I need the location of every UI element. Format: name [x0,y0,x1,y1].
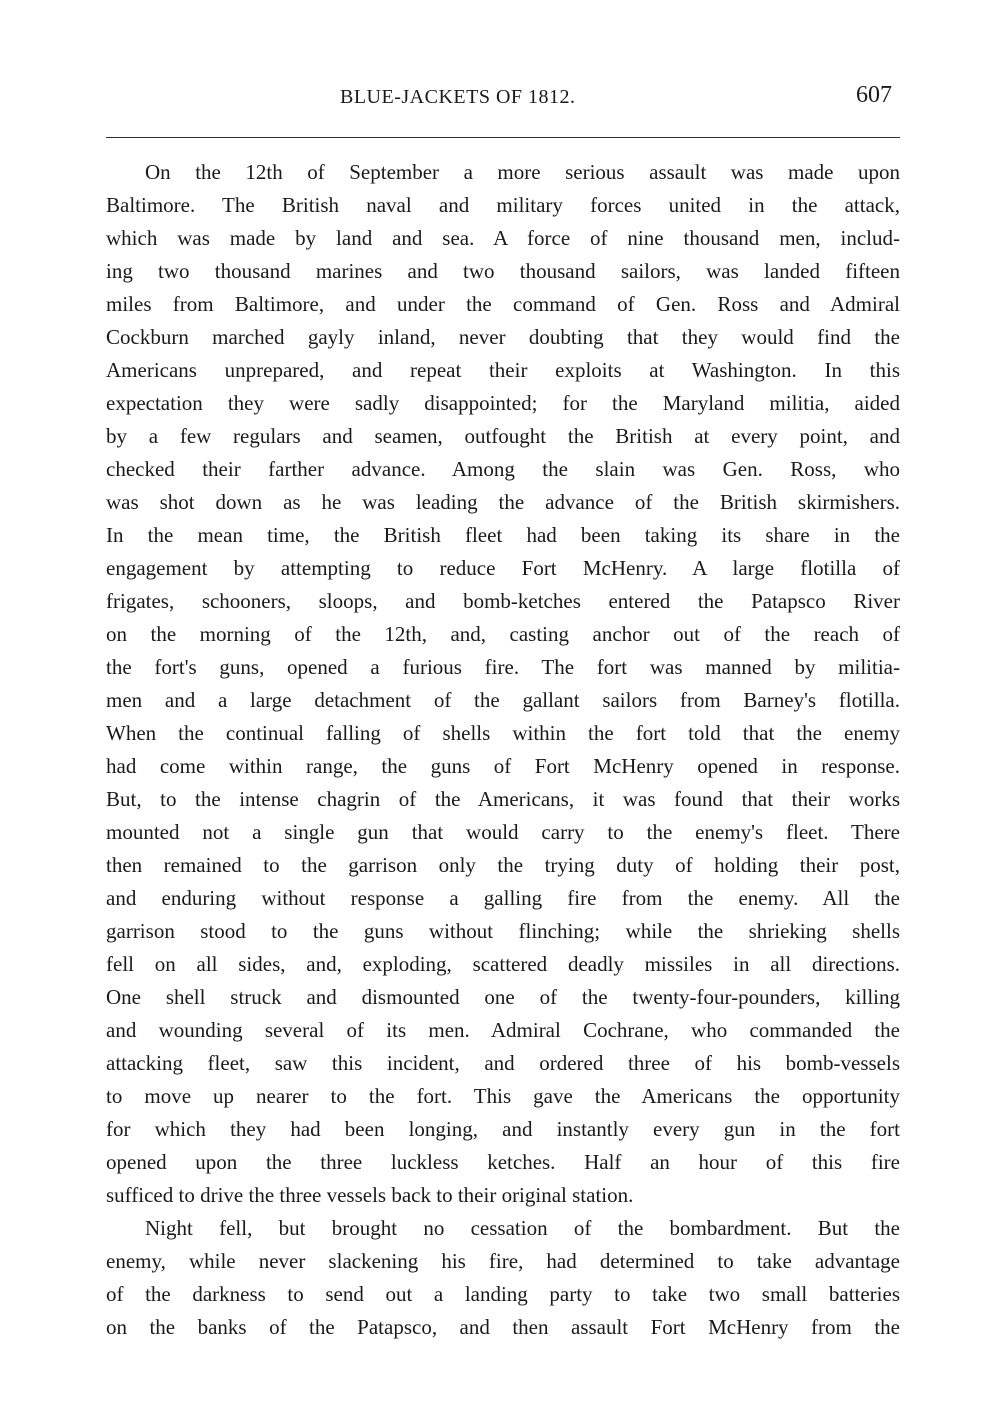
text-line: sufficed to drive the three vessels back to their original station. [106,1183,634,1207]
text-line: and enduring without response a galling fire from the enemy. All the [106,886,900,910]
text-line: on the banks of the Patapsco, and then assault Fort McHenry from the [106,1315,900,1339]
text-line: fell on all sides, and, exploding, scattered deadly missiles in all directions. [106,952,900,976]
body-text [106,156,900,1344]
text-line: by a few regulars and seamen, outfought the British at every point, and [106,424,900,448]
text-line: which was made by land and sea. A force of nine thousand men, includ- [106,226,900,250]
text-line: One shell struck and dismounted one of the twenty-four-pounders, killing [106,985,900,1009]
text-line: Cockburn marched gayly inland, never doubting that they would find the [106,325,900,349]
text-line: ing two thousand marines and two thousand sailors, was landed fifteen [106,259,900,283]
text-line: mounted not a single gun that would carry to the enemy's fleet. There [106,820,900,844]
paragraph [106,156,900,1212]
text-line: Night fell, but brought no cessation of the bombardment. But the [145,1216,900,1240]
text-line: opened upon the three luckless ketches. Half an hour of this fire [106,1150,900,1174]
text-line: On the 12th of September a more serious assault was made upon [145,160,900,184]
text-line: miles from Baltimore, and under the command of Gen. Ross and Admiral [106,292,900,316]
running-head: BLUE-JACKETS OF 1812. [340,86,576,108]
text-line: checked their farther advance. Among the slain was Gen. Ross, who [106,457,900,481]
text-line: was shot down as he was leading the advance of the British skirmishers. [106,490,900,514]
text-line: had come within range, the guns of Fort McHenry opened in response. [106,754,900,778]
text-line: In the mean time, the British fleet had been taking its share in the [106,523,900,547]
text-line: for which they had been longing, and instantly every gun in the fort [106,1117,900,1141]
paragraph [106,1212,900,1344]
text-line: on the morning of the 12th, and, casting anchor out of the reach of [106,622,900,646]
text-line: and wounding several of its men. Admiral Cochrane, who commanded the [106,1018,900,1042]
text-line: garrison stood to the guns without flinching; while the shrieking shells [106,919,900,943]
header-rule [106,137,900,138]
text-line: expectation they were sadly disappointed; for the Maryland militia, aided [106,391,900,415]
text-line: But, to the intense chagrin of the Americans, it was found that their works [106,787,900,811]
text-line: then remained to the garrison only the trying duty of holding their post, [106,853,900,877]
text-line: When the continual falling of shells within the fort told that the enemy [106,721,900,745]
text-line: attacking fleet, saw this incident, and ordered three of his bomb-vessels [106,1051,900,1075]
text-line: of the darkness to send out a landing party to take two small batteries [106,1282,900,1306]
text-line: frigates, schooners, sloops, and bomb-ketches entered the Patapsco River [106,589,900,613]
text-line: engagement by attempting to reduce Fort McHenry. A large flotilla of [106,556,900,580]
text-line: Americans unprepared, and repeat their exploits at Washington. In this [106,358,900,382]
text-line: the fort's guns, opened a furious fire. The fort was manned by militia- [106,655,900,679]
text-line: enemy, while never slackening his fire, had determined to take advantage [106,1249,900,1273]
page-number: 607 [856,82,892,108]
text-line: men and a large detachment of the gallant sailors from Barney's flotilla. [106,688,900,712]
text-line: to move up nearer to the fort. This gave the Americans the opportunity [106,1084,900,1108]
text-line: Baltimore. The British naval and military forces united in the attack, [106,193,900,217]
